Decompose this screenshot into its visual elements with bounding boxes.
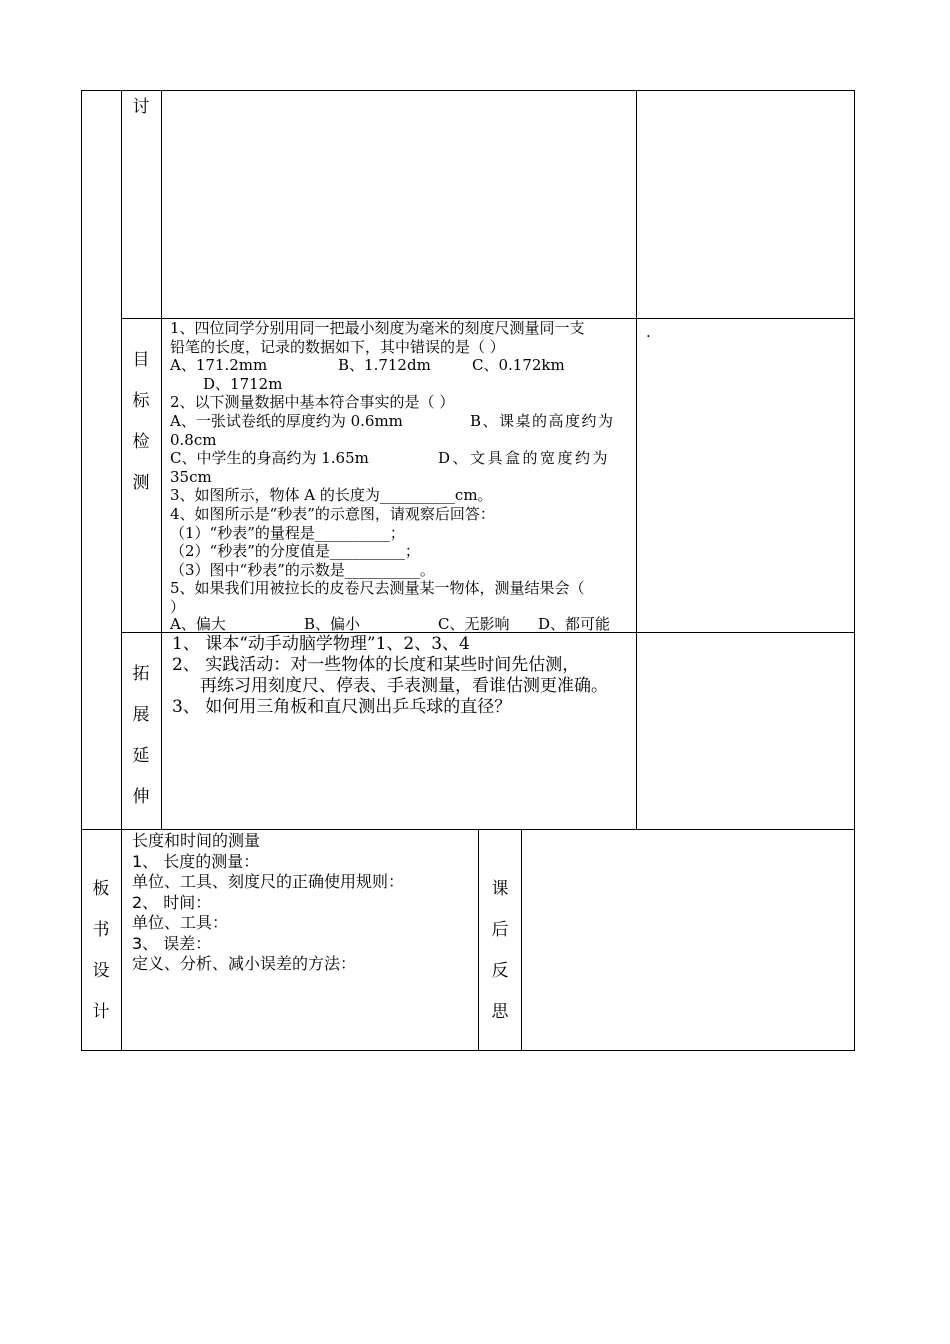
grid-line-col1: [121, 90, 122, 1051]
extension-block: [172, 634, 632, 724]
grid-line-col2: [161, 90, 162, 830]
q5-line1: 5、如果我们用被拉长的皮卷尺去测量某一物体，测量结果会（: [170, 579, 585, 598]
section-char: 展: [132, 705, 150, 725]
q2-option-c: C、中学生的身高约为 1.65m: [170, 449, 369, 468]
section-label-tao: 讨: [132, 97, 150, 117]
q1-option-a: A、171.2mm: [170, 356, 268, 375]
section-label-tuozhan: [130, 654, 152, 818]
mubiao-right-mark: .: [646, 323, 651, 341]
q1-line2: 铅笔的长度，记录的数据如下，其中错误的是（ ）: [170, 337, 505, 356]
q2-option-b: B、课桌的高度约为: [470, 412, 615, 430]
q1-option-d: D、1712m: [203, 374, 283, 393]
q1-option-c: C、0.172km: [472, 356, 565, 375]
q2-option-d-cont: 35cm: [170, 467, 212, 486]
q4: 4、如图所示是“秒表”的示意图，请观察后回答：: [170, 505, 495, 523]
section-char: 拓: [132, 664, 150, 684]
extension-item2-line2: 再练习用刻度尺、停表、手表测量，看谁估测更准确。: [200, 676, 608, 696]
grid-line-row3: [81, 829, 855, 830]
q5-option-d: D、都可能: [538, 614, 611, 633]
q2-option-d: D、文具盒的宽度约为: [438, 449, 611, 468]
board-line3: 2、 时间：: [132, 892, 212, 912]
board-line1: 1、 长度的测量：: [132, 851, 260, 871]
q3: 3、如图所示，物体 A 的长度为__________cm。: [170, 486, 493, 505]
section-label-mubiao: [130, 340, 152, 504]
section-label-kehou: [489, 869, 511, 1033]
section-char: 思: [491, 1002, 509, 1022]
grid-line-bottom: [81, 1050, 855, 1051]
section-char: 标: [132, 391, 150, 411]
section-char: 目: [132, 350, 150, 370]
grid-line-left: [81, 90, 82, 1051]
section-char: 测: [132, 473, 150, 493]
board-line4: 单位、工具：: [132, 913, 229, 932]
section-char: 伸: [132, 787, 150, 807]
q5-option-a: A、偏大: [170, 614, 226, 633]
q5-option-c: C、无影响: [438, 614, 510, 633]
section-label-banshu: [90, 869, 112, 1033]
extension-item2-line1: 2、 实践活动：对一些物体的长度和某些时间先估测，: [172, 655, 580, 675]
grid-line-right: [854, 90, 855, 1051]
section-char: 延: [132, 746, 150, 766]
q2-option-b-cont: 0.8cm: [170, 430, 217, 449]
section-char: 板: [92, 879, 110, 899]
q5-option-b: B、偏小: [304, 614, 361, 633]
section-char: 计: [92, 1002, 110, 1022]
section-char: 课: [491, 879, 509, 899]
quiz-block: [170, 319, 630, 631]
extension-item1: 1、 课本“动手动脑学物理”1、2、3、4: [172, 634, 470, 654]
grid-line-col3: [636, 90, 637, 830]
q4-sub3: （3）图中“秒表”的示数是__________。: [170, 560, 435, 579]
q2-line1: 2、以下测量数据中基本符合事实的是（ ）: [170, 393, 455, 412]
q4-sub1: （1）“秒表”的量程是__________；: [170, 523, 405, 542]
board-line5: 3、 误差：: [132, 933, 212, 953]
q2-option-a: A、一张试卷纸的厚度约为 0.6mm: [170, 412, 403, 430]
grid-line-col4: [478, 829, 479, 1051]
section-char: 设: [92, 961, 110, 981]
q1-line1: 1、四位同学分别用同一把最小刻度为毫米的刻度尺测量同一支: [170, 319, 585, 337]
section-char: 检: [132, 432, 150, 452]
grid-line-top: [81, 90, 855, 91]
grid-line-col5: [521, 829, 522, 1051]
q1-option-b: B、1.712dm: [338, 356, 431, 375]
board-line2: 单位、工具、刻度尺的正确使用规则：: [132, 872, 405, 891]
extension-item3: 3、 如何用三角板和直尺测出乒乓球的直径？: [172, 697, 512, 717]
q5-line2: ）: [170, 598, 186, 616]
board-design-block: [132, 831, 472, 971]
section-char: 后: [491, 920, 509, 940]
board-line6: 定义、分析、减小误差的方法：: [132, 954, 357, 973]
section-char: 反: [491, 961, 509, 981]
section-char: 书: [92, 920, 110, 940]
q4-sub2: （2）“秒表”的分度值是__________；: [170, 542, 420, 561]
board-title: 长度和时间的测量: [132, 831, 261, 850]
